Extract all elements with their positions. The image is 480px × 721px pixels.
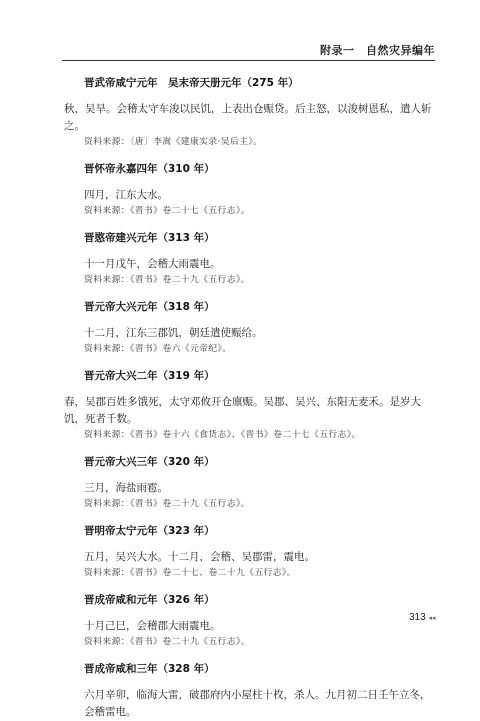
running-header: 附录一 自然灾异编年: [320, 44, 435, 57]
entry-title: 晋武帝咸宁元年 吴末帝天册元年（275 年）: [84, 77, 299, 89]
entry-318: [84, 300, 434, 356]
entry-320: [84, 455, 434, 511]
entry-328: [84, 662, 434, 721]
entry-title: 晋元帝大兴三年（320 年）: [84, 456, 215, 468]
entry-body: 十二月，江东三郡饥，朝廷遣使赈给。: [84, 327, 263, 339]
entry-body: 十一月戊午，会稽大雨震电。: [84, 258, 221, 270]
entry-source: 资料来源：《晋书》卷二十九《五行志》。: [84, 275, 250, 285]
entry-title: 晋成帝咸和元年（326 年）: [84, 594, 215, 606]
chronicle-content: [64, 76, 434, 721]
entry-body: 六月辛卯，临海大雷，破郡府内小屋柱十枚，杀人。九月初二日壬午立冬，会稽雷电。: [84, 689, 431, 718]
entry-title: 晋元帝大兴元年（318 年）: [84, 301, 215, 313]
entry-title: 晋怀帝永嘉四年（310 年）: [84, 163, 215, 175]
entry-source: 资料来源：〔唐〕李嵩《建康实录·吴后主》。: [84, 137, 263, 147]
entry-body: 五月，吴兴大水。十二月，会稽、吴郡雷，震电。: [84, 551, 315, 563]
header-rule: [62, 60, 435, 61]
entry-body: 秋，吴旱。会稽太守车浚以民饥，上表出仓赈贷。后主怒，以浚树恩私，遣人斩之。: [64, 103, 432, 132]
entry-title: 晋元帝大兴二年（319 年）: [84, 370, 215, 382]
entry-323: [84, 524, 434, 580]
page-mark: ◂◂: [428, 615, 436, 622]
page-number: [409, 612, 436, 623]
entry-source: 资料来源：《晋书》卷六《元帝纪》。: [84, 344, 232, 354]
entry-313: [84, 231, 434, 287]
entry-title: 晋愍帝建兴元年（313 年）: [84, 232, 215, 244]
entry-body: 十月己巳，会稽郡大雨震电。: [84, 620, 221, 632]
entry-275: [64, 76, 434, 149]
entry-326: [84, 593, 434, 649]
page-number-text: 313: [409, 612, 426, 623]
entry-source: 资料来源：《晋书》卷二十七《五行志》。: [84, 206, 250, 216]
entry-source: 资料来源：《晋书》卷十六《食货志》、《晋书》卷二十七《五行志》。: [84, 430, 361, 440]
entry-body: 四月，江东大水。: [84, 189, 168, 201]
entry-body: 春，吴郡百姓多饿死，太守邓攸开仓廪赈。吴郡、吴兴、东阳无麦禾。是岁大饥，死者千数。: [64, 396, 421, 425]
entry-body: 三月，海盐雨雹。: [84, 482, 168, 494]
entry-310: [84, 162, 434, 218]
entry-title: 晋明帝太宁元年（323 年）: [84, 525, 215, 537]
entry-319: [64, 369, 434, 442]
entry-source: 资料来源：《晋书》卷二十九《五行志》。: [84, 499, 250, 509]
entry-title: 晋成帝咸和三年（328 年）: [84, 663, 215, 675]
entry-source: 资料来源：《晋书》卷二十七、卷二十九《五行志》。: [84, 568, 296, 578]
entry-source: 资料来源：《晋书》卷二十九《五行志》。: [84, 637, 250, 647]
